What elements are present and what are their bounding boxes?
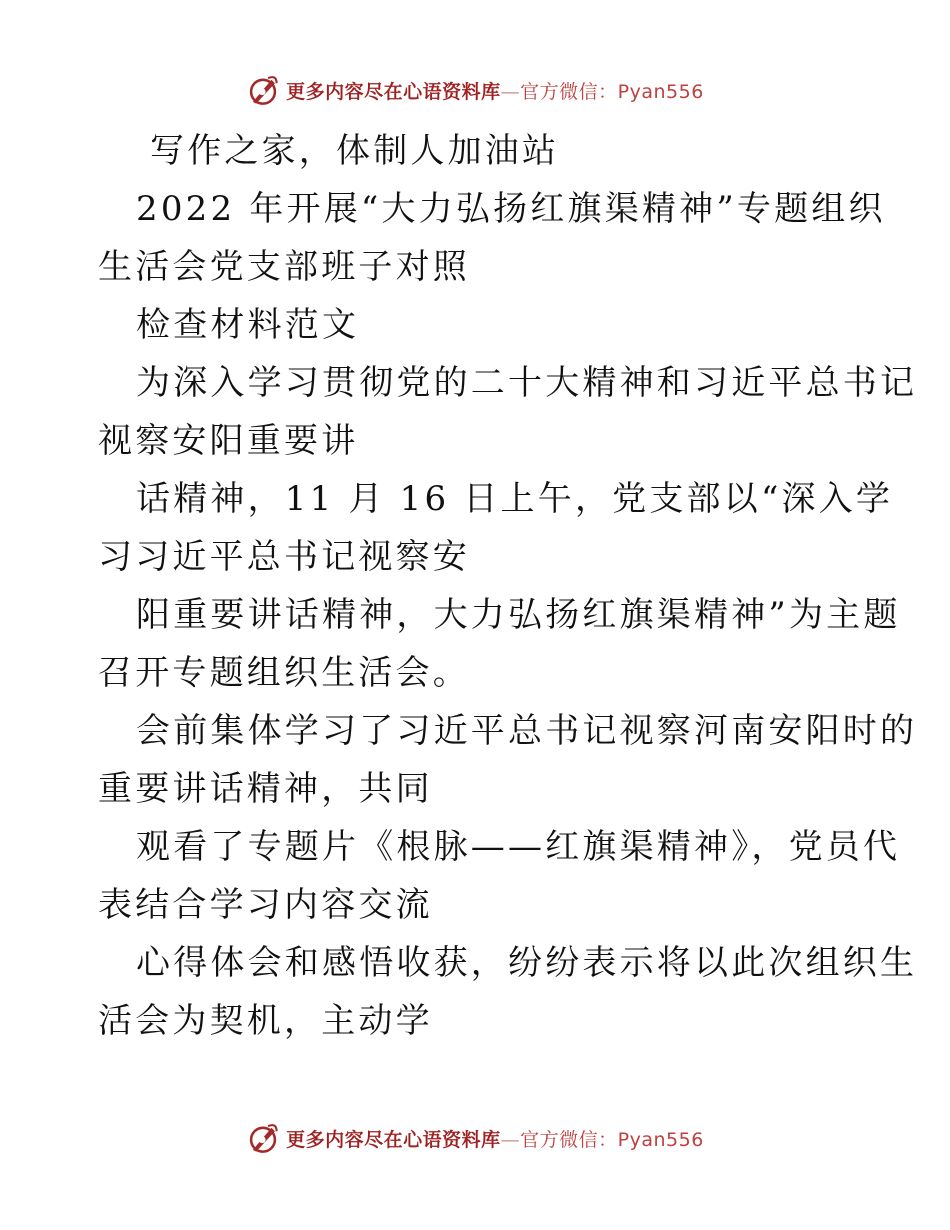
- document-body: [98, 122, 918, 1050]
- quill-pen-logo-icon: [246, 1121, 280, 1155]
- quill-pen-logo-icon: [246, 73, 280, 107]
- text-line: 话精神，11 月 16 日上午，党支部以“深入学: [136, 479, 894, 519]
- text-line: 检查材料范文: [136, 305, 360, 345]
- footer-banner-text: 更多内容尽在心语资料库—官方微信：Pyan556: [286, 1128, 704, 1151]
- text-line: 召开专题组织生活会。: [98, 653, 470, 693]
- text-line: 习习近平总书记视察安: [98, 537, 470, 577]
- text-line: 2022 年开展“大力弘扬红旗渠精神”专题组织: [136, 189, 886, 229]
- text-line: 心得体会和感悟收获，纷纷表示将以此次组织生: [136, 943, 918, 983]
- text-line: 生活会党支部班子对照: [98, 247, 470, 287]
- header-banner: [0, 70, 950, 110]
- header-banner-text: 更多内容尽在心语资料库—官方微信：Pyan556: [286, 80, 704, 103]
- text-line: 阳重要讲话精神，大力弘扬红旗渠精神”为主题: [136, 595, 901, 635]
- text-line: 表结合学习内容交流: [98, 885, 433, 925]
- text-line: 会前集体学习了习近平总书记视察河南安阳时的: [136, 711, 918, 751]
- text-line: 活会为契机，主动学: [98, 1001, 433, 1041]
- text-line: 视察安阳重要讲: [98, 421, 359, 461]
- text-line: 为深入学习贯彻党的二十大精神和习近平总书记: [136, 363, 918, 403]
- text-line: 写作之家，体制人加油站: [150, 131, 560, 171]
- text-line: 观看了专题片《根脉——红旗渠精神》，党员代: [136, 827, 901, 867]
- footer-banner: [0, 1118, 950, 1158]
- text-line: 重要讲话精神，共同: [98, 769, 433, 809]
